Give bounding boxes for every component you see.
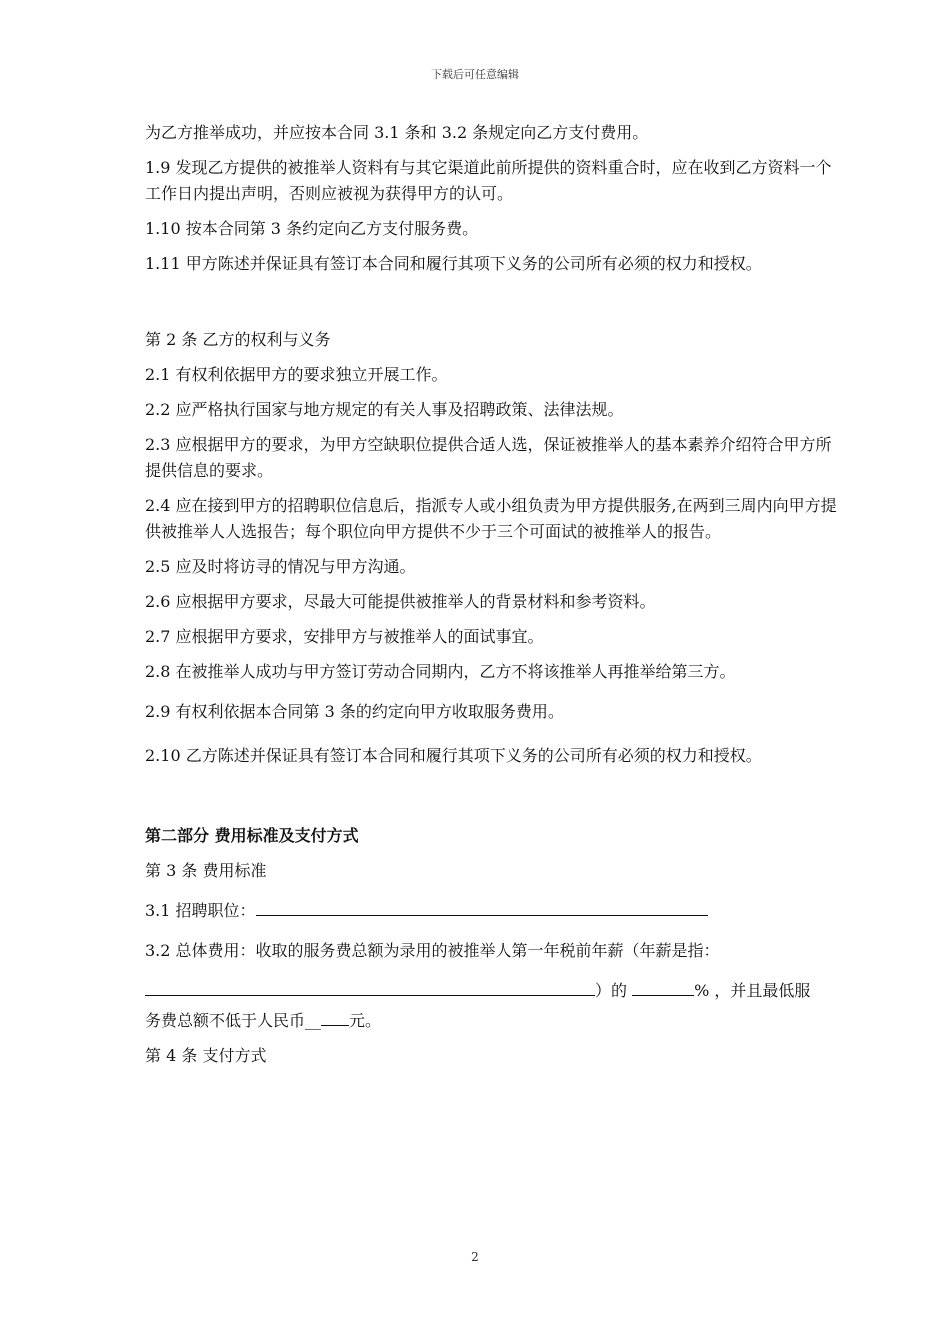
position-blank-field[interactable]: [256, 899, 708, 916]
clause-3-2-line2: [145, 978, 845, 1004]
clause-2-1: 2.1 有权利依据甲方的要求独立开展工作。: [145, 365, 448, 384]
article-2-title: 第 2 条 乙方的权利与义务: [145, 330, 331, 349]
clause-3-1-label: 3.1 招聘职位：: [145, 901, 256, 920]
article-4-title: 第 4 条 支付方式: [145, 1046, 267, 1065]
part-2-title: 第二部分 费用标准及支付方式: [145, 826, 359, 845]
clause-2-4: 2.4 应在接到甲方的招聘职位信息后，指派专人或小组负责为甲方提供服务,在两到三周内向甲方提供被推举人人选报告；每个职位向甲方提供不少于三个可面试的被推举人的报告。: [145, 496, 837, 541]
clause-3-2-line3: [145, 1008, 845, 1034]
clause-2-8: 2.8 在被推举人成功与甲方签订劳动合同期内，乙方不将该推举人再推举给第三方。: [145, 662, 736, 681]
salary-definition-blank-field[interactable]: [145, 979, 595, 996]
clause-3-2-yuan-text: 元。: [349, 1011, 382, 1030]
document-body: [145, 120, 845, 1069]
clause-3-2-percent-text: % ，并且最低服: [694, 981, 811, 1000]
page-number: 2: [471, 1250, 479, 1264]
clause-3-2: 3.2 总体费用：收取的服务费总额为录用的被推举人第一年税前年薪（年薪是指：: [145, 941, 720, 960]
clause-3-2-of-text: ）的: [595, 981, 628, 1000]
clause-2-3: 2.3 应根据甲方的要求，为甲方空缺职位提供合适人选，保证被推举人的基本素养介绍符合甲方所提供信息的要求。: [145, 435, 832, 480]
clause-2-10: 2.10 乙方陈述并保证具有签订本合同和履行其项下义务的公司所有必须的权力和授权。: [145, 746, 762, 765]
clause-2-2: 2.2 应严格执行国家与地方规定的有关人事及招聘政策、法律法规。: [145, 400, 624, 419]
article-3-title: 第 3 条 费用标准: [145, 861, 267, 880]
clause-3-2-min-fee-text: 务费总额不低于人民币__: [145, 1011, 322, 1030]
clause-1-10: 1.10 按本合同第 3 条约定向乙方支付服务费。: [145, 219, 479, 238]
clause-1-9: 1.9 发现乙方提供的被推举人资料有与其它渠道此前所提供的资料重合时，应在收到乙方资料一个工作日内提出声明，否则应被视为获得甲方的认可。: [145, 158, 832, 203]
clause-2-9: 2.9 有权利依据本合同第 3 条的约定向甲方收取服务费用。: [145, 702, 564, 721]
clause-3-1: [145, 898, 845, 924]
clause-1-11: 1.11 甲方陈述并保证具有签订本合同和履行其项下义务的公司所有必须的权力和授权。: [145, 254, 762, 273]
paragraph-continuation: 为乙方推举成功，并应按本合同 3.1 条和 3.2 条规定向乙方支付费用。: [145, 123, 649, 142]
clause-2-7: 2.7 应根据甲方要求，安排甲方与被推举人的面试事宜。: [145, 627, 544, 646]
clause-2-6: 2.6 应根据甲方要求，尽最大可能提供被推举人的背景材料和参考资料。: [145, 592, 656, 611]
percentage-blank-field[interactable]: [632, 979, 694, 996]
page-header-note: 下载后可任意编辑: [431, 68, 519, 81]
clause-2-5: 2.5 应及时将访寻的情况与甲方沟通。: [145, 557, 416, 576]
min-fee-blank-field[interactable]: [321, 1009, 349, 1026]
